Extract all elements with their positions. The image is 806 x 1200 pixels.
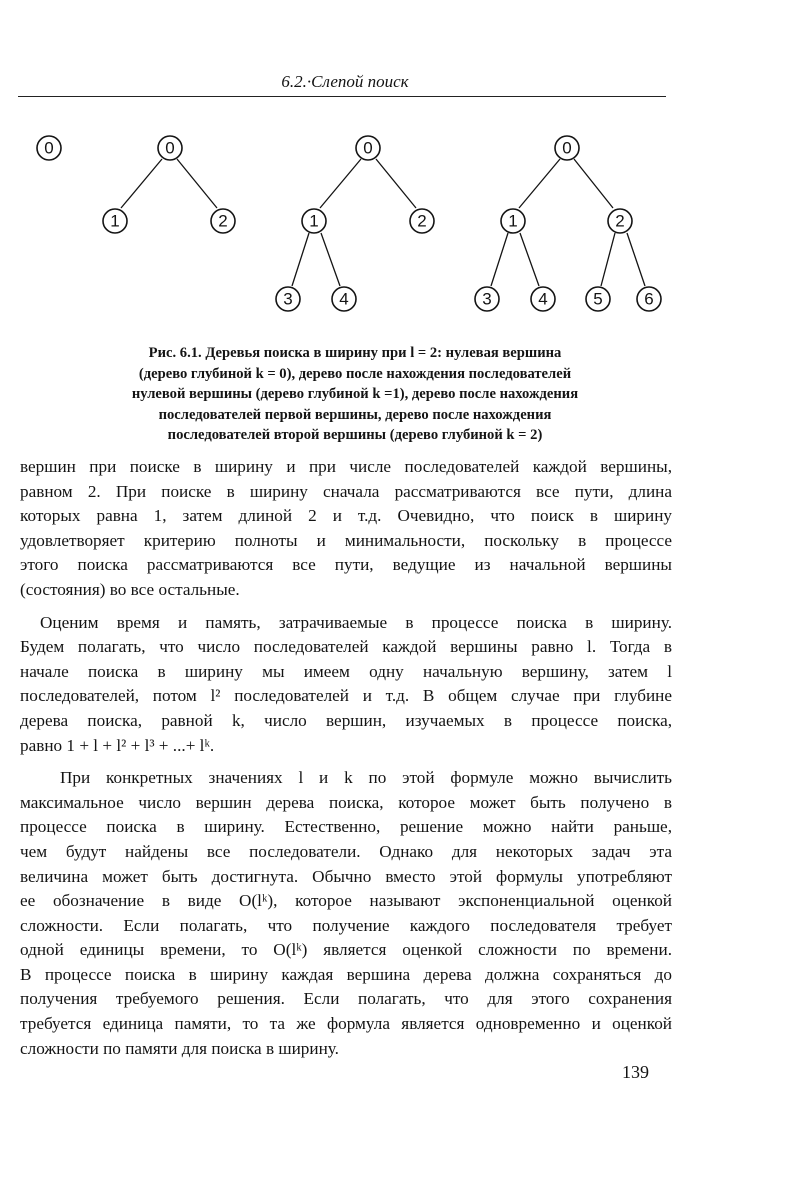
text-line: вершин при поиске в ширину и при числе последователей каждой вершины, bbox=[20, 457, 672, 476]
paragraph-1 bbox=[20, 455, 672, 603]
text-line: При конкретных значениях l и k по этой формуле можно вычислить bbox=[60, 768, 672, 788]
text-line: начале поиска в ширину мы имеем одну начальную вершину, затем l bbox=[20, 661, 672, 681]
tree4-node-2-label: 2 bbox=[615, 211, 625, 231]
tree-depth-0 bbox=[37, 136, 61, 160]
text-line: дерева поиска, равной k, число вершин, изучаемых в процессе поиска, bbox=[20, 710, 672, 730]
tree4-node-4-label: 4 bbox=[538, 289, 548, 309]
tree3-node-0-label: 0 bbox=[363, 138, 373, 158]
body-text bbox=[20, 455, 672, 1061]
tree3-node-3-label: 3 bbox=[283, 289, 293, 309]
tree4-node-0-label: 0 bbox=[562, 138, 572, 158]
caption-label: Рис. 6.1. bbox=[148, 345, 202, 361]
tree2-node-1-label: 1 bbox=[110, 211, 120, 231]
tree2-node-2-label: 2 bbox=[218, 211, 228, 231]
tree3-node-1-label: 1 bbox=[309, 211, 319, 231]
tree4-edge-0-2 bbox=[574, 159, 613, 208]
caption-line: последователей первой вершины, дерево после нахождения bbox=[158, 406, 552, 423]
tree2-node-0-label: 0 bbox=[165, 138, 175, 158]
text-line: получения требуемого решения. Если полагать, что для этого сохранения bbox=[20, 989, 672, 1009]
tree3-node-2-label: 2 bbox=[417, 211, 427, 231]
tree3-edge-0-1 bbox=[320, 159, 361, 208]
tree2-edge-0-1 bbox=[121, 159, 162, 208]
tree-depth-1 bbox=[103, 136, 235, 233]
text-line: равно 1 + l + l² + l³ + ...+ lᵏ. bbox=[20, 735, 215, 755]
tree3-node-4-label: 4 bbox=[339, 289, 349, 309]
tree2-edge-0-2 bbox=[177, 159, 217, 208]
text-line: (состояния) во все остальные. bbox=[20, 579, 240, 599]
caption-line: последователей второй вершины (дерево глубиной k = 2) bbox=[167, 427, 543, 443]
text-line: сложности по памяти для поиска в ширину. bbox=[20, 1038, 339, 1058]
text-line: сложности. Если полагать, что получение каждого последователя требует bbox=[20, 915, 672, 935]
text-line: требуется единица памяти, то та же формула является одновременно и оценкой bbox=[20, 1014, 672, 1034]
tree3-edge-0-2 bbox=[376, 159, 416, 208]
text-line: ее обозначение в виде O(lᵏ), которое называют экспоненциальной оценкой bbox=[20, 891, 672, 911]
tree1-node-0-label: 0 bbox=[44, 138, 54, 158]
text-line: этого поиска рассматриваются все пути, ведущие из начальной вершины bbox=[20, 555, 672, 575]
tree4-node-6-label: 6 bbox=[644, 289, 654, 309]
paragraph-2 bbox=[20, 611, 672, 759]
caption-line: нулевой вершины (дерево глубиной k =1), дерево после нахождения bbox=[131, 386, 579, 402]
text-line: величина может быть достигнута. Обычно вместо этой формулы употребляют bbox=[20, 866, 672, 886]
tree4-edge-1-3 bbox=[491, 233, 508, 286]
paragraph-gap bbox=[20, 603, 672, 611]
figure-caption bbox=[60, 343, 650, 446]
tree4-edge-0-1 bbox=[519, 159, 560, 208]
paragraph-gap bbox=[20, 758, 672, 766]
tree4-node-1-label: 1 bbox=[508, 211, 518, 231]
text-line: максимальное число вершин дерева поиска, которое может быть получено в bbox=[20, 792, 672, 812]
text-line: одной единицы времени, то O(lᵏ) является оценкой сложности по времени. bbox=[20, 940, 672, 960]
caption-line-text: Деревья поиска в ширину при l = 2: нулевая вершина bbox=[205, 345, 562, 361]
tree4-edge-2-5 bbox=[601, 233, 615, 286]
tree-after-first-vertex bbox=[276, 136, 434, 311]
tree4-edge-2-6 bbox=[627, 233, 645, 286]
tree4-node-3-label: 3 bbox=[482, 289, 492, 309]
tree4-edge-1-4 bbox=[520, 233, 539, 286]
text-line: последователей, потом l² последователей и т.д. В общем случае при глубине bbox=[20, 686, 672, 706]
tree-depth-2 bbox=[475, 136, 661, 311]
tree4-node-5-label: 5 bbox=[593, 289, 603, 309]
text-line: Будем полагать, что число последователей каждой вершины равно l. Тогда в bbox=[20, 637, 672, 657]
text-line: Оценим время и память, затрачиваемые в процессе поиска в ширину. bbox=[40, 612, 672, 632]
text-line: удовлетворяет критерию полноты и минимальности, поскольку в процессе bbox=[20, 530, 672, 550]
paragraph-3 bbox=[20, 766, 672, 1061]
header-rule bbox=[18, 96, 666, 97]
text-line: процессе поиска в ширину. Естественно, решение можно найти раньше, bbox=[20, 817, 672, 837]
caption-line bbox=[60, 343, 650, 364]
tree3-edge-1-4 bbox=[321, 233, 340, 286]
page-number: 139 bbox=[622, 1062, 649, 1082]
text-line: чем будут найдены все последователи. Однако для некоторых задач эта bbox=[20, 841, 672, 861]
text-line: В процессе поиска в ширину каждая вершина дерева должна сохраняться до bbox=[20, 964, 672, 984]
search-trees-figure bbox=[0, 120, 806, 330]
text-line: которых равна 1, затем длиной 2 и т.д. Очевидно, что поиск в ширину bbox=[20, 506, 672, 526]
tree3-edge-1-3 bbox=[292, 233, 309, 286]
text-line: равном 2. При поиске в ширину сначала рассматриваются все пути, длина bbox=[20, 481, 672, 501]
running-head: 6.2.·Слепой поиск bbox=[281, 72, 409, 91]
caption-line: (дерево глубиной k = 0), дерево после нахождения последователей bbox=[138, 365, 572, 382]
